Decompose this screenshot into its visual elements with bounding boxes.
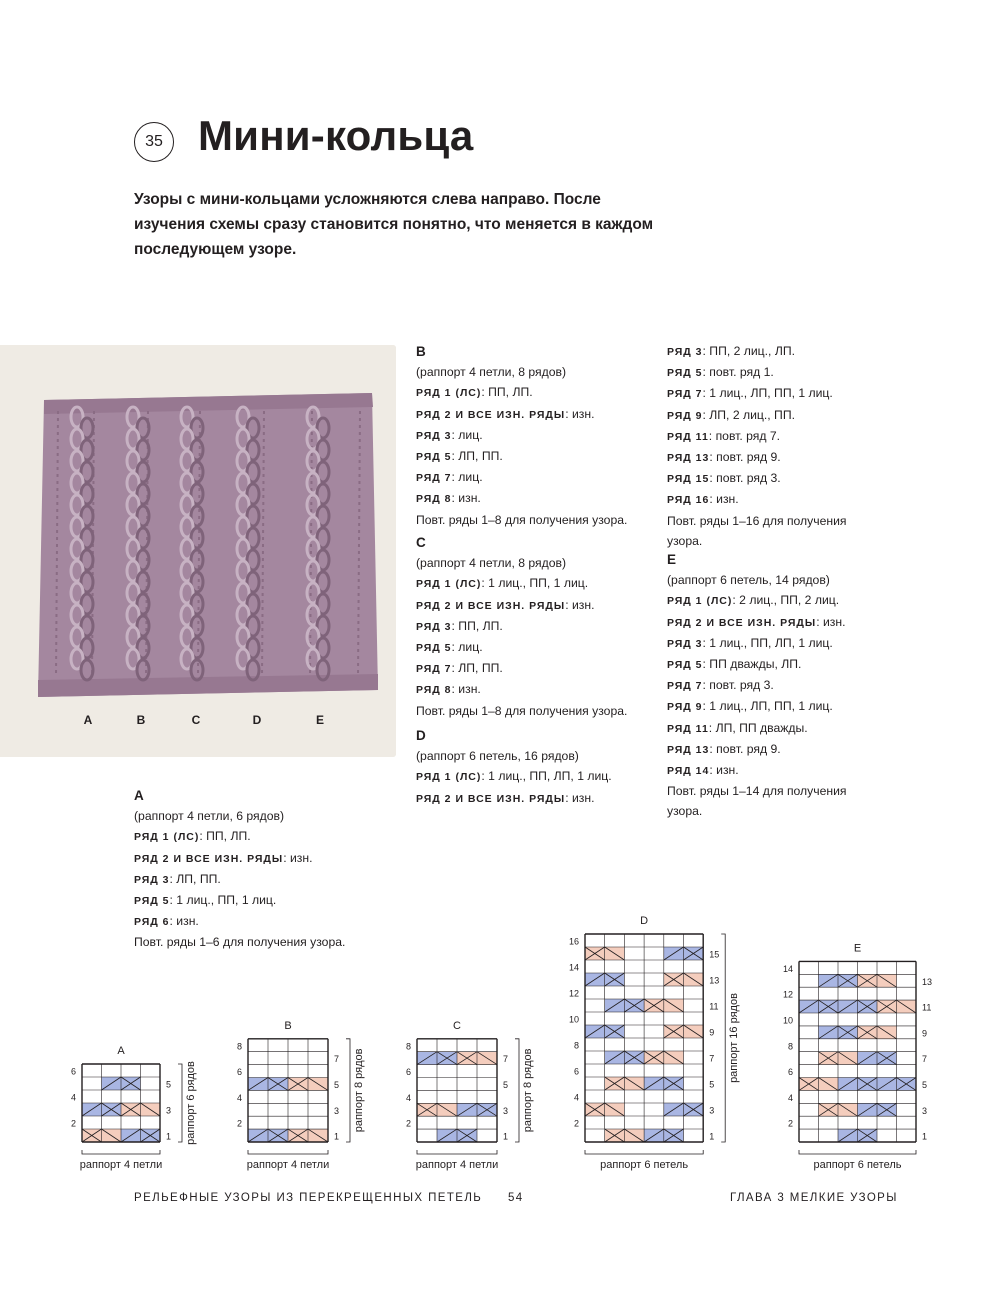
row-text: : ПП, ЛП. — [481, 385, 533, 400]
instruction-row — [416, 467, 627, 488]
row-key: РЯД 7 — [416, 663, 452, 676]
row-number: 1 — [709, 1131, 715, 1142]
instruction-row — [416, 788, 612, 809]
row-repeat-label: раппорт 8 рядов — [353, 1048, 365, 1133]
row-key: РЯД 11 — [667, 430, 709, 443]
row-number: 12 — [568, 988, 579, 999]
swatch-label: D — [252, 713, 262, 727]
row-text: : ЛП, ПП. — [451, 449, 503, 464]
row-number: 15 — [709, 949, 720, 960]
row-text: : изн. — [709, 763, 739, 778]
instruction-row — [667, 675, 877, 696]
row-text: : изн. — [565, 597, 595, 612]
row-key: РЯД 2 И ВСЕ ИЗН. РЯДЫ — [416, 599, 566, 612]
row-number: 6 — [573, 1066, 579, 1077]
row-number: 12 — [782, 989, 793, 1000]
row-key: РЯД 2 И ВСЕ ИЗН. РЯДЫ — [416, 792, 566, 805]
chart-b — [237, 1020, 365, 1171]
section-repeat: (раппорт 4 петли, 8 рядов) — [416, 365, 567, 380]
row-repeat-label: раппорт 16 рядов — [728, 993, 741, 1083]
row-text: : ЛП, 2 лиц., ПП. — [702, 407, 795, 422]
row-key: РЯД 1 (ЛС) — [134, 831, 200, 844]
row-text: : лиц. — [451, 427, 483, 442]
row-key: РЯД 13 — [667, 452, 710, 465]
row-text: : изн. — [451, 682, 481, 697]
repeat-note: Повт. ряды 1–16 для получения узора. — [667, 513, 847, 548]
chart-d — [569, 915, 740, 1171]
row-number: 7 — [334, 1054, 340, 1065]
stitch-repeat-label: раппорт 4 петли — [246, 1159, 330, 1171]
row-number: 2 — [236, 1118, 242, 1129]
row-key: РЯД 1 (ЛС) — [416, 578, 482, 591]
stitch-repeat-label: раппорт 4 петли — [79, 1159, 163, 1171]
section-repeat: (раппорт 6 петель, 14 рядов) — [667, 573, 830, 588]
repeat-note: Повт. ряды 1–8 для получения узора. — [416, 703, 628, 718]
instruction-row — [667, 654, 877, 675]
chart-label: E — [853, 942, 862, 955]
chart-label: C — [453, 1019, 461, 1032]
row-text: : повт. ряд 3. — [709, 471, 781, 486]
page-title: Мини-кольца — [198, 112, 474, 159]
row-key: РЯД 7 — [667, 388, 703, 401]
row-key: РЯД 2 И ВСЕ ИЗН. РЯДЫ — [134, 852, 284, 865]
instructions-d-continued — [667, 341, 877, 551]
row-key: РЯД 8 — [416, 493, 452, 506]
row-number: 8 — [236, 1041, 242, 1052]
row-text: : 1 лиц., ЛП, ПП, 1 лиц. — [702, 386, 833, 401]
row-number: 3 — [334, 1105, 340, 1116]
instruction-row — [416, 766, 612, 787]
row-number: 5 — [166, 1079, 172, 1090]
instruction-row — [667, 612, 877, 633]
swatch-photo — [0, 345, 396, 757]
row-number: 5 — [503, 1079, 509, 1090]
row-number: 3 — [922, 1105, 928, 1116]
row-key: РЯД 3 — [667, 346, 703, 358]
repeat-note: Повт. ряды 1–8 для получения узора. — [416, 512, 628, 527]
instructions-d — [416, 726, 612, 809]
section-letter: B — [416, 344, 426, 359]
row-repeat-label: раппорт 6 рядов — [185, 1061, 197, 1145]
row-number: 7 — [709, 1053, 715, 1064]
row-number: 4 — [236, 1092, 242, 1103]
row-text: : изн. — [816, 614, 846, 629]
row-key: РЯД 9 — [667, 409, 703, 422]
row-number: 3 — [166, 1105, 172, 1116]
row-number: 3 — [709, 1105, 715, 1116]
row-key: РЯД 5 — [416, 642, 452, 655]
instruction-row — [667, 590, 877, 611]
instruction-row — [667, 447, 877, 468]
row-key: РЯД 1 (ЛС) — [416, 771, 482, 784]
row-key: РЯД 7 — [667, 680, 703, 693]
row-number: 1 — [334, 1131, 340, 1142]
row-number: 1 — [166, 1131, 172, 1142]
row-text: : изн. — [169, 914, 199, 929]
row-number: 9 — [709, 1027, 715, 1038]
row-number: 4 — [787, 1092, 793, 1103]
footer-page-number: 54 — [508, 1192, 524, 1204]
row-text: : ЛП, ПП дважды. — [708, 720, 808, 735]
row-text: : изн. — [565, 790, 595, 805]
instruction-row — [416, 658, 627, 679]
instruction-row — [667, 468, 877, 489]
row-key: РЯД 2 И ВСЕ ИЗН. РЯДЫ — [667, 616, 817, 629]
pattern-number: 35 — [134, 122, 174, 162]
row-key: РЯД 16 — [667, 494, 710, 507]
repeat-note: Повт. ряды 1–6 для получения узора. — [134, 935, 346, 950]
row-text: : ПП, ЛП. — [451, 618, 503, 633]
row-text: : изн. — [565, 406, 595, 421]
row-key: РЯД 3 — [416, 620, 452, 633]
instruction-row — [667, 489, 877, 510]
chart-c — [406, 1020, 534, 1171]
swatch-label: A — [83, 713, 93, 727]
row-number: 8 — [787, 1041, 793, 1052]
instruction-row — [667, 405, 877, 426]
row-text: : ПП, 2 лиц., ЛП. — [702, 344, 795, 358]
row-number: 5 — [334, 1079, 340, 1090]
row-number: 13 — [709, 975, 720, 986]
row-key: РЯД 3 — [667, 637, 703, 650]
instruction-row — [667, 383, 877, 404]
footer-chapter-title: ГЛАВА 3 МЕЛКИЕ УЗОРЫ — [730, 1192, 898, 1204]
chart-a — [71, 1045, 197, 1171]
row-text: : 1 лиц., ПП, ЛП, 1 лиц. — [702, 635, 833, 650]
instruction-row — [667, 760, 877, 781]
section-repeat: (раппорт 4 петли, 6 рядов) — [134, 809, 285, 824]
instruction-row — [667, 718, 877, 739]
section-letter: A — [134, 788, 144, 803]
row-number: 2 — [405, 1118, 411, 1129]
intro-text: Узоры с мини-кольцами усложняются слева направо. После изучения схемы сразу становится понятно, что меняется в каждом последующем узоре. — [134, 191, 654, 258]
instructions-c — [416, 533, 627, 721]
row-number: 8 — [573, 1040, 579, 1051]
row-number: 2 — [70, 1118, 76, 1129]
repeat-note: Повт. ряды 1–14 для получения узора. — [667, 784, 847, 819]
row-text: : повт. ряд 1. — [702, 365, 774, 380]
knitted-swatch-image — [0, 345, 396, 757]
instruction-row — [416, 382, 627, 403]
section-letter: E — [667, 552, 677, 567]
row-text: : повт. ряд 9. — [709, 450, 781, 465]
row-key: РЯД 1 (ЛС) — [667, 595, 733, 608]
chart-label: A — [117, 1045, 125, 1057]
chart-label: D — [640, 915, 649, 927]
row-key: РЯД 6 — [134, 916, 170, 929]
row-text: : повт. ряд 7. — [708, 428, 781, 443]
instruction-row — [416, 595, 627, 616]
row-text: : изн. — [283, 850, 313, 865]
row-text: : повт. ряд 9. — [709, 741, 781, 756]
row-number: 6 — [405, 1067, 411, 1078]
row-key: РЯД 15 — [667, 473, 710, 486]
row-text: : 2 лиц., ПП, 2 лиц. — [732, 593, 840, 608]
row-number: 10 — [568, 1014, 579, 1025]
row-number: 3 — [503, 1105, 509, 1116]
instruction-row — [416, 679, 627, 700]
row-text: : ПП дважды, ЛП. — [702, 657, 802, 672]
row-key: РЯД 7 — [416, 472, 452, 485]
instruction-row — [667, 362, 877, 383]
section-letter: D — [416, 728, 426, 743]
row-text: : 1 лиц., ПП, 1 лиц. — [481, 576, 589, 591]
instruction-row — [134, 826, 345, 847]
instruction-row — [416, 488, 627, 509]
section-letter: C — [416, 535, 426, 550]
instruction-row — [667, 696, 877, 717]
row-key: РЯД 5 — [667, 659, 703, 672]
row-number: 13 — [922, 976, 933, 987]
row-repeat-label: раппорт 8 рядов — [522, 1048, 534, 1133]
row-number: 7 — [922, 1054, 928, 1065]
section-repeat: (раппорт 4 петли, 8 рядов) — [416, 556, 567, 571]
row-number: 4 — [405, 1092, 411, 1103]
row-key: РЯД 5 — [416, 451, 452, 464]
row-number: 16 — [568, 936, 579, 947]
row-number: 10 — [782, 1015, 793, 1026]
instruction-row — [416, 446, 627, 467]
instruction-row — [667, 426, 877, 447]
row-text: : ЛП, ПП. — [169, 871, 221, 886]
instruction-row — [416, 404, 627, 425]
row-text: : повт. ряд 3. — [702, 678, 774, 693]
row-key: РЯД 5 — [134, 895, 170, 908]
chart-label: B — [284, 1019, 292, 1032]
row-number: 9 — [922, 1028, 928, 1039]
row-number: 14 — [782, 963, 793, 974]
instruction-row — [667, 633, 877, 654]
row-key: РЯД 8 — [416, 684, 452, 697]
row-number: 6 — [236, 1067, 242, 1078]
swatch-label: E — [315, 713, 325, 727]
row-number: 7 — [503, 1054, 509, 1065]
row-key: РЯД 3 — [416, 429, 452, 442]
row-text: : ЛП, ПП. — [451, 661, 503, 676]
instruction-row — [667, 739, 877, 760]
row-key: РЯД 11 — [667, 722, 709, 735]
row-text: : 1 лиц., ПП, 1 лиц. — [169, 893, 277, 908]
instructions-b — [416, 342, 627, 530]
row-number: 6 — [70, 1066, 76, 1077]
row-text: : 1 лиц., ЛП, ПП, 1 лиц. — [702, 699, 833, 714]
row-number: 11 — [709, 1001, 719, 1012]
chart-area — [0, 880, 997, 1180]
instruction-row — [667, 341, 877, 362]
stitch-repeat-label: раппорт 4 петли — [415, 1159, 499, 1171]
row-text: : лиц. — [451, 640, 483, 655]
row-text: : изн. — [709, 492, 739, 507]
row-key: РЯД 5 — [667, 367, 703, 380]
row-number: 4 — [70, 1092, 76, 1103]
instruction-row — [416, 616, 627, 637]
swatch-label: B — [136, 713, 146, 727]
row-number: 2 — [787, 1118, 793, 1129]
row-text: : 1 лиц., ПП, ЛП, 1 лиц. — [481, 769, 612, 784]
row-key: РЯД 13 — [667, 743, 710, 756]
row-text: : изн. — [451, 491, 481, 506]
row-key: РЯД 2 И ВСЕ ИЗН. РЯДЫ — [416, 408, 566, 421]
row-text: : лиц. — [451, 470, 483, 485]
row-number: 1 — [503, 1131, 509, 1142]
row-number: 1 — [922, 1131, 928, 1142]
row-key: РЯД 14 — [667, 765, 710, 778]
row-key: РЯД 3 — [134, 873, 170, 886]
instructions-e — [667, 550, 877, 822]
row-number: 2 — [573, 1118, 579, 1129]
instruction-row — [416, 425, 627, 446]
footer-section-title: РЕЛЬЕФНЫЕ УЗОРЫ ИЗ ПЕРЕКРЕЩЕННЫХ ПЕТЕЛЬ — [134, 1192, 483, 1204]
swatch-label: C — [191, 713, 201, 727]
section-repeat: (раппорт 6 петель, 16 рядов) — [416, 749, 579, 764]
instruction-row — [134, 848, 345, 869]
row-key: РЯД 9 — [667, 701, 703, 714]
row-number: 5 — [922, 1079, 928, 1090]
instruction-row — [416, 637, 627, 658]
row-number: 4 — [573, 1092, 579, 1103]
row-number: 11 — [922, 1002, 932, 1013]
row-number: 14 — [568, 962, 579, 973]
stitch-repeat-label: раппорт 6 петель — [813, 1159, 902, 1171]
row-key: РЯД 1 (ЛС) — [416, 387, 482, 400]
instruction-row — [416, 573, 627, 594]
stitch-repeat-label: раппорт 6 петель — [600, 1159, 689, 1171]
chart-e — [783, 942, 932, 1171]
row-number: 6 — [787, 1067, 793, 1078]
row-text: : ПП, ЛП. — [199, 829, 251, 844]
row-number: 8 — [405, 1041, 411, 1052]
row-number: 5 — [709, 1079, 715, 1090]
